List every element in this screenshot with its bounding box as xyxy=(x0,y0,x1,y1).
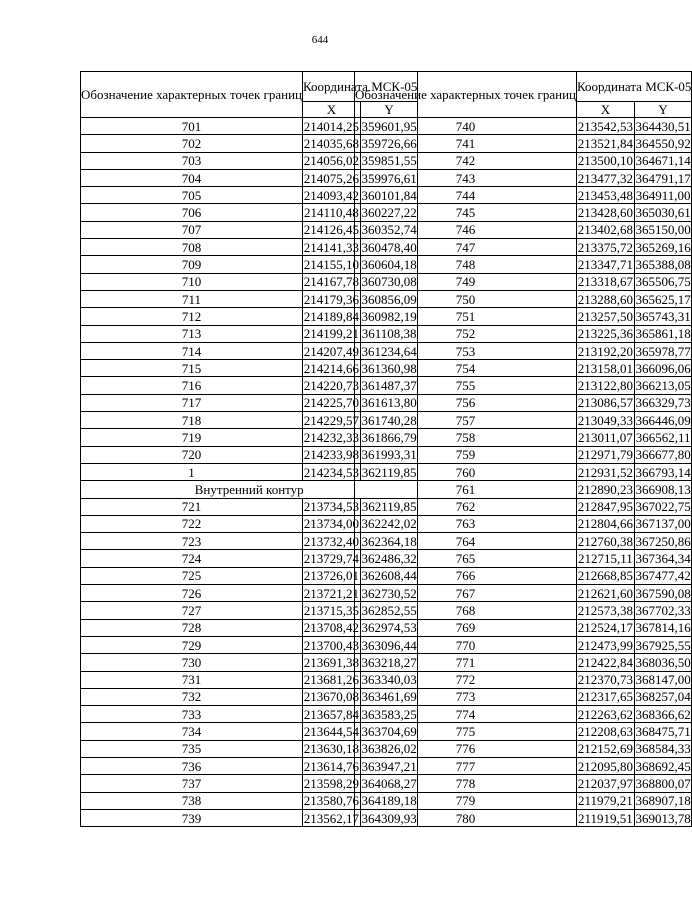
y-coordinate-cell: 364068,27 xyxy=(361,775,417,791)
x-coordinate-cell: 213521,84 xyxy=(577,135,634,151)
x-coordinate-cell: 214075,26 xyxy=(303,170,360,186)
point-id-cell: 765 xyxy=(355,550,577,567)
table-row xyxy=(355,118,692,135)
point-id-cell: 733 xyxy=(81,706,303,723)
point-id-cell: 753 xyxy=(355,342,577,359)
y-coordinate-cell: 365978,77 xyxy=(635,343,691,359)
table-row xyxy=(355,671,692,688)
point-id-cell: 778 xyxy=(355,775,577,792)
y-coordinate-cell: 361613,80 xyxy=(361,395,417,411)
y-coordinate-cell: 359601,95 xyxy=(361,118,417,134)
point-id-cell: 741 xyxy=(355,135,577,152)
y-coordinate-cell: 368800,07 xyxy=(635,775,691,791)
table-row xyxy=(355,221,692,238)
x-coordinate-cell: 212760,38 xyxy=(577,533,634,549)
y-coordinate-cell: 363461,69 xyxy=(361,689,417,705)
point-id-cell: 760 xyxy=(355,463,577,480)
x-coordinate-cell: 214220,73 xyxy=(303,378,360,394)
x-coordinate-cell: 214199,21 xyxy=(303,326,360,342)
table-row xyxy=(355,636,692,653)
x-coordinate-cell: 214110,48 xyxy=(304,205,359,221)
y-coordinate-cell: 368147,00 xyxy=(635,672,691,688)
x-coordinate-cell: 212263,62 xyxy=(577,706,634,722)
table-row xyxy=(355,342,692,359)
x-coordinate-cell: 212370,73 xyxy=(577,672,634,688)
y-coordinate-cell: 364671,14 xyxy=(635,153,691,169)
x-coordinate-cell: 212668,85 xyxy=(577,568,634,584)
x-coordinate-cell: 212621,60 xyxy=(577,585,634,601)
y-coordinate-cell: 364911,00 xyxy=(635,187,691,203)
y-coordinate-cell: 360856,09 xyxy=(361,291,417,307)
y-coordinate-cell: 361866,79 xyxy=(361,429,417,445)
point-id-cell: 739 xyxy=(81,809,303,826)
point-id-cell: 1 xyxy=(81,463,303,480)
point-id-cell: 734 xyxy=(81,723,303,740)
table-row xyxy=(355,740,692,757)
table-row xyxy=(355,290,692,307)
x-coordinate-cell: 213288,60 xyxy=(577,291,634,307)
y-coordinate-cell: 362242,02 xyxy=(361,516,417,532)
y-coordinate-cell: 359726,66 xyxy=(361,135,417,151)
coordinates-table-right xyxy=(354,71,692,827)
table-row xyxy=(355,256,692,273)
point-id-cell: 743 xyxy=(355,169,577,186)
y-coordinate-cell: 363826,02 xyxy=(361,741,417,757)
point-id-cell: 752 xyxy=(355,325,577,342)
table-row xyxy=(355,602,692,619)
table-row xyxy=(355,377,692,394)
table-row xyxy=(355,567,692,584)
point-id-cell: 732 xyxy=(81,688,303,705)
point-id-cell: 777 xyxy=(355,757,577,774)
point-id-cell: 724 xyxy=(81,550,303,567)
y-coordinate-cell: 363583,25 xyxy=(361,706,417,722)
y-coordinate-cell: 360730,08 xyxy=(361,274,417,290)
table-row xyxy=(355,239,692,256)
point-id-cell: 712 xyxy=(81,308,303,325)
x-coordinate-cell: 213614,76 xyxy=(303,758,360,774)
x-coordinate-cell: 214014,25 xyxy=(303,118,360,134)
y-coordinate-cell: 367137,00 xyxy=(635,516,691,532)
y-coordinate-cell: 363096,44 xyxy=(361,637,417,653)
point-id-cell: 714 xyxy=(81,342,303,359)
table-row xyxy=(355,169,692,186)
point-id-cell: 762 xyxy=(355,498,577,515)
y-coordinate-cell: 362119,85 xyxy=(361,499,417,515)
point-id-cell: 742 xyxy=(355,152,577,169)
x-coordinate-cell: 213657,84 xyxy=(303,706,360,722)
x-coordinate-cell: 213500,10 xyxy=(577,153,634,169)
y-coordinate-cell: 368475,71 xyxy=(635,724,691,740)
table-row xyxy=(355,688,692,705)
point-id-cell: 728 xyxy=(81,619,303,636)
x-coordinate-cell: 214167,78 xyxy=(303,274,360,290)
table-row xyxy=(355,619,692,636)
y-coordinate-cell: 367364,34 xyxy=(635,551,691,567)
point-id-cell: 729 xyxy=(81,636,303,653)
point-id-cell: 737 xyxy=(81,775,303,792)
y-coordinate-cell: 361360,98 xyxy=(361,360,417,376)
y-coordinate-cell: 365269,16 xyxy=(635,239,691,255)
point-id-cell: 735 xyxy=(81,740,303,757)
y-coordinate-cell: 369013,78 xyxy=(635,810,691,826)
y-coordinate-cell: 363218,27 xyxy=(361,654,417,670)
y-coordinate-cell: 367477,42 xyxy=(635,568,691,584)
header-y: Y xyxy=(634,102,692,118)
x-coordinate-cell: 214126,45 xyxy=(303,222,360,238)
y-coordinate-cell: 368692,45 xyxy=(635,758,691,774)
point-id-cell: 722 xyxy=(81,515,303,532)
point-id-cell: 719 xyxy=(81,429,303,446)
table-row xyxy=(355,325,692,342)
y-coordinate-cell: 366908,13 xyxy=(635,481,691,497)
y-coordinate-cell: 360101,84 xyxy=(361,187,417,203)
x-coordinate-cell: 212208,63 xyxy=(577,724,634,740)
header-coordinate: Координата МСК-05 xyxy=(303,72,418,102)
x-coordinate-cell: 213729,74 xyxy=(303,551,360,567)
x-coordinate-cell: 214141,33 xyxy=(303,239,360,255)
y-coordinate-cell: 361487,37 xyxy=(361,378,417,394)
y-coordinate-cell: 365030,61 xyxy=(635,205,691,221)
y-coordinate-cell: 366213,05 xyxy=(635,378,691,394)
x-coordinate-cell: 213158,01 xyxy=(577,360,634,376)
y-coordinate-cell: 365506,75 xyxy=(635,274,691,290)
y-coordinate-cell: 362608,44 xyxy=(361,568,417,584)
x-coordinate-cell: 213580,76 xyxy=(303,793,360,809)
x-coordinate-cell: 213122,80 xyxy=(577,378,634,394)
y-coordinate-cell: 368584,33 xyxy=(635,741,691,757)
x-coordinate-cell: 212890,23 xyxy=(577,481,634,497)
y-coordinate-cell: 367022,75 xyxy=(635,499,691,515)
point-id-cell: 726 xyxy=(81,585,303,602)
x-coordinate-cell: 213192,20 xyxy=(577,343,634,359)
x-coordinate-cell: 212524,17 xyxy=(577,620,634,636)
x-coordinate-cell: 212095,80 xyxy=(577,758,634,774)
point-id-cell: 776 xyxy=(355,740,577,757)
point-id-cell: 768 xyxy=(355,602,577,619)
y-coordinate-cell: 365388,08 xyxy=(635,257,691,273)
table-body xyxy=(355,118,692,827)
table-row xyxy=(355,273,692,290)
table-row xyxy=(355,152,692,169)
point-id-cell: 703 xyxy=(81,152,303,169)
x-coordinate-cell: 213428,60 xyxy=(577,205,634,221)
x-coordinate-cell: 212422,84 xyxy=(577,654,634,670)
point-id-cell: 751 xyxy=(355,308,577,325)
table-row xyxy=(355,792,692,809)
table-row xyxy=(355,135,692,152)
y-coordinate-cell: 366329,73 xyxy=(635,395,691,411)
point-id-cell: 702 xyxy=(81,135,303,152)
point-id-cell: 708 xyxy=(81,239,303,256)
point-id-cell: 775 xyxy=(355,723,577,740)
point-id-cell: 770 xyxy=(355,636,577,653)
point-id-cell: 701 xyxy=(81,118,303,135)
table-row xyxy=(355,446,692,463)
table-row xyxy=(355,809,692,826)
y-coordinate-cell: 366096,06 xyxy=(635,360,691,376)
point-id-cell: 731 xyxy=(81,671,303,688)
x-coordinate-cell: 213681,26 xyxy=(303,672,360,688)
y-coordinate-cell: 367250,86 xyxy=(635,533,691,549)
point-id-cell: 766 xyxy=(355,567,577,584)
x-coordinate-cell: 213011,07 xyxy=(578,429,633,445)
point-id-cell: 738 xyxy=(81,792,303,809)
y-coordinate-cell: 362974,53 xyxy=(361,620,417,636)
header-x: X xyxy=(577,102,635,118)
y-coordinate-cell: 365625,17 xyxy=(635,291,691,307)
x-coordinate-cell: 213734,53 xyxy=(303,499,360,515)
x-coordinate-cell: 212037,97 xyxy=(577,775,634,791)
x-coordinate-cell: 213691,38 xyxy=(303,654,360,670)
point-id-cell: 772 xyxy=(355,671,577,688)
point-id-cell: 764 xyxy=(355,533,577,550)
x-coordinate-cell: 212971,79 xyxy=(577,447,634,463)
header-x: X xyxy=(303,102,361,118)
x-coordinate-cell: 214229,57 xyxy=(303,412,360,428)
x-coordinate-cell: 213644,54 xyxy=(303,724,360,740)
point-id-cell: 730 xyxy=(81,654,303,671)
point-id-cell: 709 xyxy=(81,256,303,273)
point-id-cell: 740 xyxy=(355,118,577,135)
point-id-cell: 707 xyxy=(81,221,303,238)
table-row xyxy=(355,360,692,377)
point-id-cell: 773 xyxy=(355,688,577,705)
y-coordinate-cell: 360604,18 xyxy=(361,257,417,273)
point-id-cell: 750 xyxy=(355,290,577,307)
x-coordinate-cell: 214214,66 xyxy=(303,360,360,376)
table-row xyxy=(355,429,692,446)
x-coordinate-cell: 212473,99 xyxy=(577,637,634,653)
point-id-cell: 779 xyxy=(355,792,577,809)
point-id-cell: 754 xyxy=(355,360,577,377)
x-coordinate-cell: 213542,53 xyxy=(577,118,634,134)
x-coordinate-cell: 211919,51 xyxy=(578,810,633,826)
point-id-cell: 723 xyxy=(81,533,303,550)
x-coordinate-cell: 213086,57 xyxy=(577,395,634,411)
y-coordinate-cell: 365861,18 xyxy=(635,326,691,342)
point-id-cell: 711 xyxy=(81,290,303,307)
table-row xyxy=(355,308,692,325)
table-row xyxy=(355,498,692,515)
point-id-cell: 718 xyxy=(81,412,303,429)
y-coordinate-cell: 361234,64 xyxy=(361,343,417,359)
table-row xyxy=(355,394,692,411)
point-id-cell: 705 xyxy=(81,187,303,204)
y-coordinate-cell: 367925,55 xyxy=(635,637,691,653)
table-row xyxy=(355,463,692,480)
table-row xyxy=(355,585,692,602)
x-coordinate-cell: 213670,08 xyxy=(303,689,360,705)
y-coordinate-cell: 364791,17 xyxy=(635,170,691,186)
y-coordinate-cell: 364430,51 xyxy=(635,118,691,134)
x-coordinate-cell: 214035,68 xyxy=(303,135,360,151)
point-id-cell: 706 xyxy=(81,204,303,221)
table-row xyxy=(355,204,692,221)
x-coordinate-cell: 213375,72 xyxy=(577,239,634,255)
table-row xyxy=(355,412,692,429)
y-coordinate-cell: 366677,80 xyxy=(635,447,691,463)
table-row xyxy=(355,481,692,498)
x-coordinate-cell: 213225,36 xyxy=(577,326,634,342)
y-coordinate-cell: 362364,18 xyxy=(361,533,417,549)
y-coordinate-cell: 364309,93 xyxy=(361,810,417,826)
y-coordinate-cell: 367702,33 xyxy=(635,602,691,618)
x-coordinate-cell: 213562,17 xyxy=(303,810,360,826)
x-coordinate-cell: 213721,21 xyxy=(303,585,360,601)
x-coordinate-cell: 212152,69 xyxy=(577,741,634,757)
x-coordinate-cell: 213630,18 xyxy=(303,741,360,757)
x-coordinate-cell: 211979,21 xyxy=(578,793,633,809)
x-coordinate-cell: 214179,36 xyxy=(303,291,360,307)
y-coordinate-cell: 363947,21 xyxy=(361,758,417,774)
section-title-inner-contour: Внутренний контур xyxy=(81,481,418,498)
x-coordinate-cell: 214093,42 xyxy=(303,187,360,203)
y-coordinate-cell: 361108,38 xyxy=(361,326,417,342)
table-row xyxy=(355,654,692,671)
point-id-cell: 725 xyxy=(81,567,303,584)
y-coordinate-cell: 368907,18 xyxy=(635,793,691,809)
y-coordinate-cell: 360478,40 xyxy=(361,239,417,255)
x-coordinate-cell: 212317,65 xyxy=(577,689,634,705)
header-coordinate: Координата МСК-05 xyxy=(577,72,692,102)
table-row xyxy=(355,187,692,204)
point-id-cell: 774 xyxy=(355,706,577,723)
y-coordinate-cell: 363704,69 xyxy=(361,724,417,740)
y-coordinate-cell: 364550,92 xyxy=(635,135,691,151)
point-id-cell: 744 xyxy=(355,187,577,204)
table-row xyxy=(355,723,692,740)
x-coordinate-cell: 213598,29 xyxy=(303,775,360,791)
table-row xyxy=(355,775,692,792)
point-id-cell: 704 xyxy=(81,169,303,186)
point-id-cell: 761 xyxy=(355,481,577,498)
point-id-cell: 757 xyxy=(355,412,577,429)
table-row xyxy=(355,757,692,774)
point-id-cell: 720 xyxy=(81,446,303,463)
x-coordinate-cell: 214233,98 xyxy=(303,447,360,463)
x-coordinate-cell: 213318,67 xyxy=(577,274,634,290)
y-coordinate-cell: 361993,31 xyxy=(361,447,417,463)
y-coordinate-cell: 365743,31 xyxy=(635,308,691,324)
x-coordinate-cell: 213049,33 xyxy=(577,412,634,428)
point-id-cell: 721 xyxy=(81,498,303,515)
x-coordinate-cell: 213708,42 xyxy=(303,620,360,636)
y-coordinate-cell: 365150,00 xyxy=(635,222,691,238)
table-row xyxy=(355,515,692,532)
point-id-cell: 780 xyxy=(355,809,577,826)
y-coordinate-cell: 368257,04 xyxy=(635,689,691,705)
y-coordinate-cell: 362730,52 xyxy=(361,585,417,601)
y-coordinate-cell: 360982,19 xyxy=(361,308,417,324)
x-coordinate-cell: 212715,11 xyxy=(578,551,633,567)
point-id-cell: 748 xyxy=(355,256,577,273)
x-coordinate-cell: 213347,71 xyxy=(577,257,634,273)
x-coordinate-cell: 213734,00 xyxy=(303,516,360,532)
point-id-cell: 759 xyxy=(355,446,577,463)
point-id-cell: 717 xyxy=(81,394,303,411)
point-id-cell: 715 xyxy=(81,360,303,377)
y-coordinate-cell: 363340,03 xyxy=(361,672,417,688)
point-id-cell: 763 xyxy=(355,515,577,532)
point-id-cell: 745 xyxy=(355,204,577,221)
x-coordinate-cell: 213402,68 xyxy=(577,222,634,238)
header-y: Y xyxy=(360,102,418,118)
y-coordinate-cell: 364189,18 xyxy=(361,793,417,809)
y-coordinate-cell: 360352,74 xyxy=(361,222,417,238)
header-point-label: Обозначение характерных точек границ xyxy=(81,72,303,118)
y-coordinate-cell: 362119,85 xyxy=(361,464,417,480)
y-coordinate-cell: 362486,32 xyxy=(361,551,417,567)
x-coordinate-cell: 214056,02 xyxy=(303,153,360,169)
y-coordinate-cell: 366446,09 xyxy=(635,412,691,428)
table-row xyxy=(355,550,692,567)
y-coordinate-cell: 366562,11 xyxy=(635,429,691,445)
point-id-cell: 758 xyxy=(355,429,577,446)
x-coordinate-cell: 214189,84 xyxy=(303,308,360,324)
y-coordinate-cell: 359851,55 xyxy=(361,153,417,169)
table-row xyxy=(355,706,692,723)
x-coordinate-cell: 213477,32 xyxy=(577,170,634,186)
table-row xyxy=(355,533,692,550)
point-id-cell: 727 xyxy=(81,602,303,619)
x-coordinate-cell: 212804,66 xyxy=(577,516,634,532)
x-coordinate-cell: 214225,70 xyxy=(303,395,360,411)
x-coordinate-cell: 213257,50 xyxy=(577,308,634,324)
x-coordinate-cell: 214155,10 xyxy=(303,257,360,273)
point-id-cell: 756 xyxy=(355,394,577,411)
point-id-cell: 746 xyxy=(355,221,577,238)
y-coordinate-cell: 367590,08 xyxy=(635,585,691,601)
x-coordinate-cell: 212931,52 xyxy=(577,464,634,480)
x-coordinate-cell: 213726,01 xyxy=(303,568,360,584)
x-coordinate-cell: 214232,33 xyxy=(303,429,360,445)
y-coordinate-cell: 366793,14 xyxy=(635,464,691,480)
x-coordinate-cell: 213715,35 xyxy=(303,602,360,618)
point-id-cell: 769 xyxy=(355,619,577,636)
point-id-cell: 749 xyxy=(355,273,577,290)
x-coordinate-cell: 212847,95 xyxy=(577,499,634,515)
header-point-label: Обозначение характерных точек границ xyxy=(355,72,577,118)
x-coordinate-cell: 212573,38 xyxy=(577,602,634,618)
x-coordinate-cell: 213453,48 xyxy=(577,187,634,203)
y-coordinate-cell: 367814,16 xyxy=(635,620,691,636)
point-id-cell: 710 xyxy=(81,273,303,290)
point-id-cell: 716 xyxy=(81,377,303,394)
point-id-cell: 747 xyxy=(355,239,577,256)
page-number: 644 xyxy=(311,34,329,46)
point-id-cell: 771 xyxy=(355,654,577,671)
y-coordinate-cell: 368036,50 xyxy=(635,654,691,670)
x-coordinate-cell: 213732,40 xyxy=(303,533,360,549)
point-id-cell: 713 xyxy=(81,325,303,342)
point-id-cell: 767 xyxy=(355,585,577,602)
x-coordinate-cell: 214207,49 xyxy=(303,343,360,359)
point-id-cell: 755 xyxy=(355,377,577,394)
point-id-cell: 736 xyxy=(81,757,303,774)
y-coordinate-cell: 368366,62 xyxy=(635,706,691,722)
y-coordinate-cell: 362852,55 xyxy=(361,602,417,618)
y-coordinate-cell: 360227,22 xyxy=(361,205,417,221)
x-coordinate-cell: 214234,53 xyxy=(303,464,360,480)
y-coordinate-cell: 359976,61 xyxy=(361,170,417,186)
x-coordinate-cell: 213700,43 xyxy=(303,637,360,653)
y-coordinate-cell: 361740,28 xyxy=(361,412,417,428)
